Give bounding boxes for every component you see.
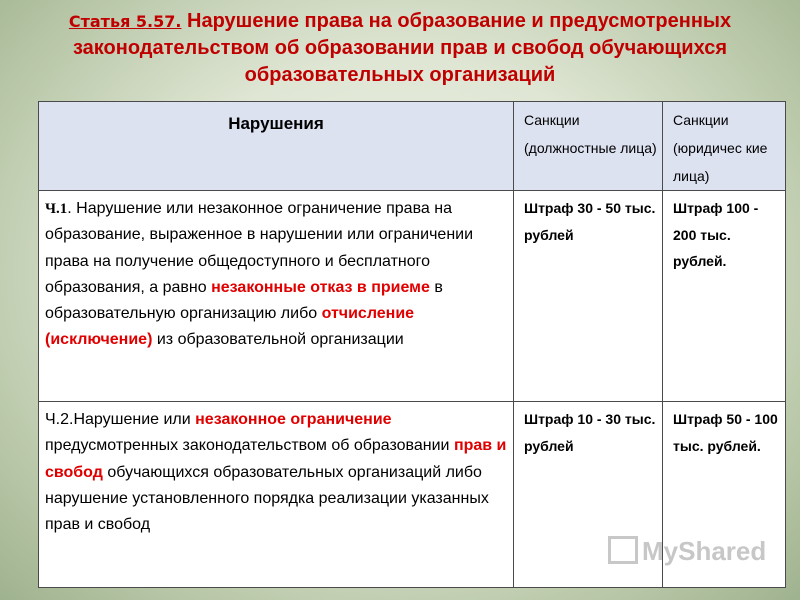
article-number: Статья 5.57. <box>68 12 182 31</box>
page-title <box>20 8 780 89</box>
violation-part-1: Ч.1. Нарушение или незаконное ограничение права на образование, выраженное в нарушении или ограничении права на получение общедоступного и бесплатного образования, а равно незаконные отказ в приеме в образовательную организацию либо отчисление (исключение) из образовательной организации <box>39 191 514 402</box>
sanction-legal-2: Штраф 50 - 100 тыс. рублей. <box>663 402 786 588</box>
article-title: Нарушение права на образование и предусмотренных законодательством об образовании прав и свобод обучающихся образовательных организаций <box>73 10 732 86</box>
header-violations: Нарушения <box>39 102 514 191</box>
watermark: MyShared <box>608 536 766 567</box>
sanction-officials-2: Штраф 10 - 30 тыс. рублей <box>514 402 663 588</box>
table-row <box>39 191 786 402</box>
sanction-officials-1: Штраф 30 - 50 тыс. рублей <box>514 191 663 402</box>
watermark-icon <box>608 536 638 564</box>
header-sanctions-officials: Санкции (должностные лица) <box>514 102 663 191</box>
table-header-row <box>39 102 786 191</box>
violations-table <box>38 101 786 588</box>
header-sanctions-legal: Санкции (юридичес кие лица) <box>663 102 786 191</box>
sanction-legal-1: Штраф 100 - 200 тыс. рублей. <box>663 191 786 402</box>
violation-part-2: Ч.2.Нарушение или незаконное ограничение предусмотренных законодательством об образовании прав и свобод обучающихся образовательных организаций либо нарушение установленного порядка реализации указанных прав и свобод <box>39 402 514 588</box>
